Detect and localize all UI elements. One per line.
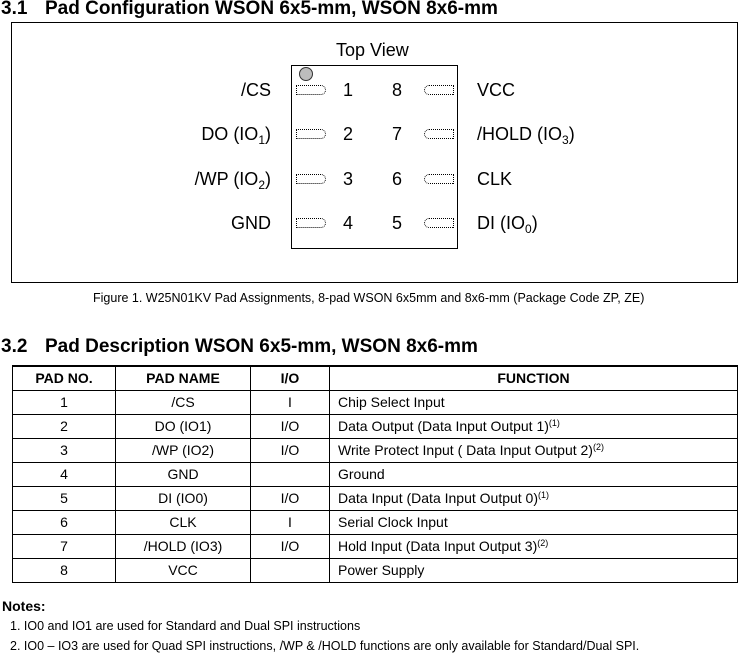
- pin-number-5: 5: [392, 213, 403, 233]
- table-row: [13, 390, 738, 414]
- cell-pad-no: 7: [13, 534, 116, 558]
- pin-number-4: 4: [343, 213, 354, 233]
- pin-label-cs: [241, 80, 271, 103]
- pad-outline-5: [424, 218, 454, 228]
- cell-function: [330, 558, 738, 582]
- pin-name: DI (IO: [477, 213, 525, 233]
- pin-name: /HOLD (IO: [477, 124, 563, 144]
- pin-number-7: 7: [392, 124, 403, 144]
- section-heading-pad-configuration: [1, 0, 498, 20]
- pin-label-vcc: [477, 80, 515, 103]
- cell-pad-name: VCC: [116, 558, 251, 582]
- cell-pad-name: DO (IO1): [116, 414, 251, 438]
- cell-pad-no: 2: [13, 414, 116, 438]
- pad-description-table: [12, 365, 738, 583]
- footnote-ref: (2): [592, 442, 604, 452]
- pin-name: CLK: [477, 169, 513, 189]
- pin-name: /WP (IO: [194, 169, 259, 189]
- pin-label-wp: [195, 169, 271, 192]
- function-text: Serial Clock Input: [338, 514, 448, 530]
- cell-io: I/O: [251, 534, 330, 558]
- pin-number-1: 1: [343, 80, 354, 100]
- pin-label-do: [201, 124, 271, 147]
- pin-label-clk: [477, 169, 512, 192]
- cell-io: I/O: [251, 414, 330, 438]
- function-text: Power Supply: [338, 562, 425, 578]
- pin-number-3: 3: [343, 169, 354, 189]
- pad-outline-3: [296, 174, 326, 184]
- table-row: [13, 414, 738, 438]
- cell-pad-name: /HOLD (IO3): [116, 534, 251, 558]
- pin-suffix: ): [531, 213, 538, 233]
- section-number: 3.1: [1, 0, 28, 19]
- pin-name: DO (IO: [201, 124, 259, 144]
- table-row: [13, 510, 738, 534]
- pin-label-di: [477, 213, 538, 236]
- pin-label-gnd: [231, 213, 271, 236]
- header-pad-no: PAD NO.: [13, 366, 116, 390]
- section-title: Pad Configuration WSON 6x5-mm, WSON 8x6-mm: [45, 0, 498, 19]
- pin-number-8: 8: [392, 80, 403, 100]
- function-text: Hold Input (Data Input Output 3): [338, 538, 538, 554]
- cell-io: [251, 558, 330, 582]
- cell-pad-name: DI (IO0): [116, 486, 251, 510]
- cell-io: I: [251, 390, 330, 414]
- section-title: Pad Description WSON 6x5-mm, WSON 8x6-mm: [45, 336, 478, 357]
- note-item-2: 2. IO0 – IO3 are used for Quad SPI instructions, /WP & /HOLD functions are only available for Standard/Dual SPI.: [10, 639, 640, 653]
- pad-outline-1: [296, 85, 326, 95]
- cell-io: [251, 462, 330, 486]
- footnote-ref: (1): [548, 418, 560, 428]
- top-view-label: Top View: [336, 40, 409, 60]
- section-heading-pad-description: [1, 336, 478, 358]
- cell-function: [330, 462, 738, 486]
- pin-suffix: ): [568, 124, 575, 144]
- cell-pad-name: /WP (IO2): [116, 438, 251, 462]
- function-text: Data Output (Data Input Output 1): [338, 418, 549, 434]
- cell-io: I/O: [251, 438, 330, 462]
- header-io: I/O: [251, 366, 330, 390]
- cell-io: I/O: [251, 486, 330, 510]
- cell-function: [330, 510, 738, 534]
- pin1-marker-dot: [299, 67, 313, 81]
- pin-name: GND: [231, 213, 271, 233]
- footnote-ref: (2): [537, 538, 549, 548]
- cell-pad-no: 8: [13, 558, 116, 582]
- cell-pad-no: 3: [13, 438, 116, 462]
- pin-number-6: 6: [392, 169, 403, 189]
- footnote-ref: (1): [538, 490, 550, 500]
- cell-pad-name: CLK: [116, 510, 251, 534]
- pad-outline-7: [424, 129, 454, 139]
- pad-outline-4: [296, 218, 326, 228]
- function-text: Data Input (Data Input Output 0): [338, 490, 539, 506]
- cell-function: [330, 486, 738, 510]
- table-row: [13, 558, 738, 582]
- table-row: [13, 462, 738, 486]
- cell-pad-no: 6: [13, 510, 116, 534]
- cell-pad-no: 1: [13, 390, 116, 414]
- pin-subscript: 3: [562, 133, 569, 147]
- section-number: 3.2: [1, 336, 28, 357]
- pin-name: /CS: [240, 80, 271, 100]
- pad-outline-8: [424, 85, 454, 95]
- note-item-1: 1. IO0 and IO1 are used for Standard and Dual SPI instructions: [10, 619, 361, 633]
- notes-title: Notes:: [2, 598, 46, 614]
- header-pad-name: PAD NAME: [116, 366, 251, 390]
- cell-function: [330, 414, 738, 438]
- cell-pad-no: 5: [13, 486, 116, 510]
- cell-pad-name: GND: [116, 462, 251, 486]
- pad-outline-6: [424, 174, 454, 184]
- pin-subscript: 1: [258, 133, 265, 147]
- cell-function: [330, 534, 738, 558]
- figure-caption: Figure 1. W25N01KV Pad Assignments, 8-pad WSON 6x5mm and 8x6-mm (Package Code ZP, ZE): [93, 291, 645, 305]
- table-header-row: [13, 366, 738, 390]
- pin-subscript: 0: [525, 222, 532, 236]
- function-text: Write Protect Input ( Data Input Output 2): [338, 442, 593, 458]
- function-text: Ground: [338, 466, 385, 482]
- pin-name: VCC: [477, 80, 516, 100]
- cell-io: I: [251, 510, 330, 534]
- cell-function: [330, 390, 738, 414]
- pin-suffix: ): [265, 169, 271, 189]
- cell-pad-no: 4: [13, 462, 116, 486]
- header-function: FUNCTION: [330, 366, 738, 390]
- table-row: [13, 438, 738, 462]
- cell-function: [330, 438, 738, 462]
- table-row: [13, 486, 738, 510]
- cell-pad-name: /CS: [116, 390, 251, 414]
- pad-outline-2: [296, 129, 326, 139]
- table-row: [13, 534, 738, 558]
- function-text: Chip Select Input: [338, 394, 445, 410]
- pin-number-2: 2: [343, 124, 354, 144]
- pin-subscript: 2: [258, 178, 265, 192]
- pin-label-hold: [477, 124, 575, 147]
- pin-suffix: ): [265, 124, 271, 144]
